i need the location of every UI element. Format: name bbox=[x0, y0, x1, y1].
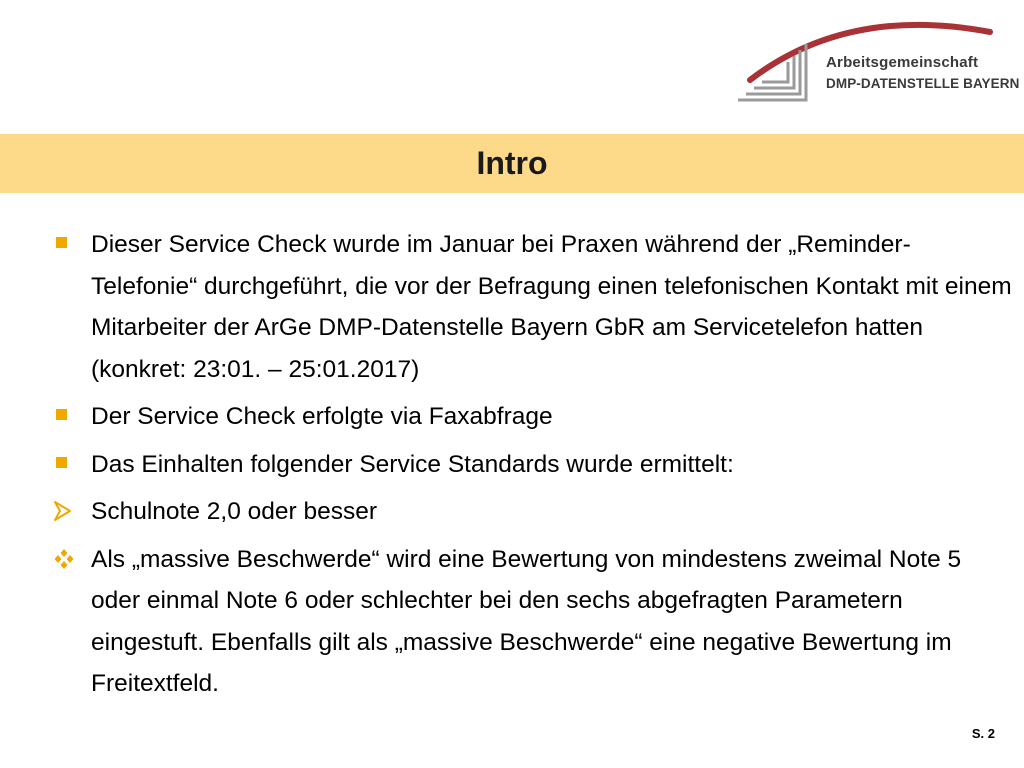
page-number: S. 2 bbox=[971, 726, 995, 741]
list-item bbox=[91, 539, 1016, 705]
list-item bbox=[91, 224, 1016, 390]
list-item-text: Dieser Service Check wurde im Januar bei Praxen während der „Reminder-Telefonie“ durchgeführt, die vor der Befragung einen telefonischen Kontakt mit einem Mitarbeiter der ArGe DMP-Datenstelle Bayern GbR am Servicetelefon hatten (konkret: 23:01. – 25:01.2017) bbox=[91, 231, 1012, 383]
logo-text-line2: DMP-DATENSTELLE BAYERN bbox=[826, 76, 1020, 91]
organization-logo bbox=[728, 10, 1018, 110]
list-item-text: Schulnote 2,0 oder besser bbox=[91, 498, 378, 525]
title-bar bbox=[0, 134, 1024, 193]
list-item bbox=[91, 444, 1016, 486]
bullet-list bbox=[0, 224, 1024, 711]
square-bullet-icon bbox=[53, 224, 77, 266]
square-bullet-icon bbox=[53, 444, 77, 486]
list-item bbox=[91, 491, 1016, 533]
list-item-text: Der Service Check erfolgte via Faxabfrage bbox=[91, 403, 553, 430]
list-item bbox=[91, 396, 1016, 438]
four-diamond-bullet-icon bbox=[53, 539, 77, 581]
logo-text-line1: Arbeitsgemeinschaft bbox=[826, 54, 979, 71]
list-item-text: Das Einhalten folgender Service Standards wurde ermittelt: bbox=[91, 450, 734, 478]
square-bullet-icon bbox=[53, 396, 77, 438]
arrow-bullet-icon bbox=[53, 491, 77, 533]
slide-title: Intro bbox=[476, 145, 548, 181]
list-item-text: Als „massive Beschwerde“ wird eine Bewertung von mindestens zweimal Note 5 oder einmal Note 6 oder schlechter bei den sechs abgefragten Parametern eingestuft. Ebenfalls gilt als „massive Beschwerde“ eine negative Bewertung im Freitextfeld. bbox=[91, 545, 962, 697]
